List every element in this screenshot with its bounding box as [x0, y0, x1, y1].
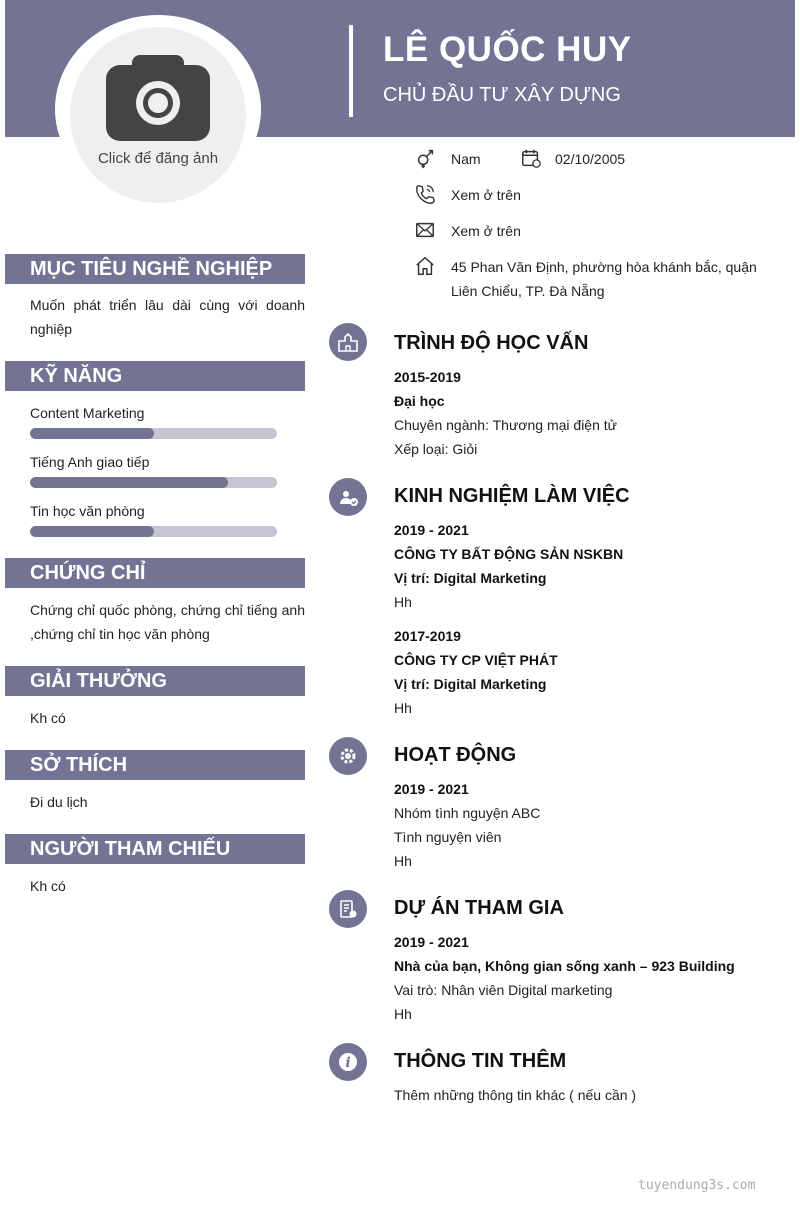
skill-bar — [30, 477, 277, 488]
phone-icon — [414, 183, 436, 205]
project-description: Hh — [394, 1006, 412, 1022]
title-divider — [349, 25, 353, 117]
home-icon — [414, 255, 436, 277]
calendar-icon — [520, 147, 542, 169]
activity-org: Nhóm tình nguyện ABC — [394, 805, 541, 821]
gender-value: Nam — [451, 151, 481, 167]
more-info-text: Thêm những thông tin khác ( nếu cần ) — [394, 1087, 637, 1103]
hobbies-text: Đi du lịch — [30, 794, 88, 810]
projects-heading: DỰ ÁN THAM GIA — [394, 897, 564, 919]
education-major: Chuyên ngành: Thương mại điện tử — [394, 417, 618, 433]
education-period: 2015-2019 — [394, 369, 461, 385]
activities-heading: HOẠT ĐỘNG — [394, 744, 517, 766]
photo-upload-hint[interactable]: Click để đăng ảnh — [97, 150, 219, 167]
activities-icon — [329, 737, 367, 775]
project-name: Nhà của bạn, Không gian sống xanh – 923 Building — [394, 958, 735, 974]
phone-value: Xem ở trên — [451, 187, 521, 203]
job-position: Vị trí: Digital Marketing — [394, 676, 547, 692]
projects-icon — [329, 890, 367, 928]
job-title: CHỦ ĐẦU TƯ XÂY DỰNG — [383, 84, 621, 106]
address-line-2: Liên Chiểu, TP. Đà Nẵng — [451, 283, 605, 299]
skill-bar — [30, 526, 277, 537]
experience-icon — [329, 478, 367, 516]
experience-heading: KINH NGHIỆM LÀM VIỆC — [394, 485, 630, 507]
activity-role: Tình nguyện viên — [394, 829, 502, 845]
more-info-heading: THÔNG TIN THÊM — [394, 1050, 567, 1072]
skill-bar-fill — [30, 526, 154, 537]
birthdate-value: 02/10/2005 — [555, 151, 626, 167]
skill-bar — [30, 428, 277, 439]
activity-description: Hh — [394, 853, 412, 869]
address-line-1: 45 Phan Văn Định, phường hòa khánh bắc, quận — [451, 259, 757, 275]
objective-heading: MỤC TIÊU NGHỀ NGHIỆP — [5, 254, 305, 284]
gender-icon — [414, 147, 436, 169]
awards-heading: GIẢI THƯỞNG — [5, 666, 305, 696]
job-period: 2019 - 2021 — [394, 522, 469, 538]
certificates-heading: CHỨNG CHỈ — [5, 558, 305, 588]
education-heading: TRÌNH ĐỘ HỌC VẤN — [394, 332, 589, 354]
education-grade: Xếp loại: Giỏi — [394, 441, 478, 457]
skill-label: Content Marketing — [30, 405, 145, 421]
education-icon — [329, 323, 367, 361]
job-period: 2017-2019 — [394, 628, 461, 644]
job-company: CÔNG TY CP VIỆT PHÁT — [394, 652, 558, 668]
skill-label: Tin học văn phòng — [30, 503, 145, 519]
objective-text: Muốn phát triển lâu dài cùng với doanh nghiệp — [30, 297, 305, 337]
hobbies-heading: SỞ THÍCH — [5, 750, 305, 780]
email-value: Xem ở trên — [451, 223, 521, 239]
job-company: CÔNG TY BẤT ĐỘNG SẢN NSKBN — [394, 546, 624, 562]
info-icon — [329, 1043, 367, 1081]
watermark: tuyendung3s.com — [638, 1178, 756, 1193]
education-school: Đại học — [394, 393, 445, 409]
project-period: 2019 - 2021 — [394, 934, 469, 950]
skill-label: Tiếng Anh giao tiếp — [30, 454, 150, 470]
references-text: Kh có — [30, 878, 66, 894]
candidate-name: LÊ QUỐC HUY — [383, 30, 632, 69]
activity-period: 2019 - 2021 — [394, 781, 469, 797]
awards-text: Kh có — [30, 710, 66, 726]
job-position: Vị trí: Digital Marketing — [394, 570, 547, 586]
certificates-text: Chứng chỉ quốc phòng, chứng chỉ tiếng anh ,chứng chỉ tin học văn phòng — [30, 602, 305, 642]
project-role: Vai trò: Nhân viên Digital marketing — [394, 982, 613, 998]
profile-photo-upload[interactable] — [70, 27, 246, 203]
skill-bar-fill — [30, 428, 154, 439]
svg-text:i: i — [345, 1055, 351, 1071]
job-description: Hh — [394, 594, 412, 610]
skill-bar-fill — [30, 477, 228, 488]
references-heading: NGƯỜI THAM CHIẾU — [5, 834, 305, 864]
skills-heading: KỸ NĂNG — [5, 361, 305, 391]
job-description: Hh — [394, 700, 412, 716]
email-icon — [414, 219, 436, 241]
